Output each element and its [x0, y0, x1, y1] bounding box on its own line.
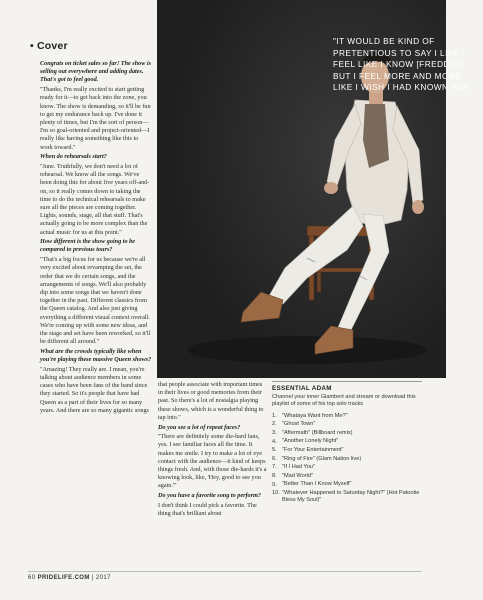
pull-quote: "IT WOULD BE KIND OF PRETENTIOUS TO SAY I LIKE I FEEL LIKE I KNOW [FREDDIE]. BUT I FEEL MORE AND MORE LIKE I WISH I HAD KNOWN HIM." — [333, 36, 474, 93]
sidebar-divider — [272, 381, 422, 382]
track-number: 5. — [272, 447, 277, 454]
playlist-item — [272, 420, 422, 429]
playlist-item — [272, 489, 422, 504]
interview-question: Do you see a lot of repeat faces? — [158, 423, 241, 431]
interview-question: Do you have a favorite song to perform? — [158, 492, 261, 500]
issue-year: 2017 — [95, 575, 111, 581]
cover-photo — [157, 0, 474, 378]
track-title: "Better Than I Know Myself" — [282, 481, 352, 488]
playlist-item — [272, 472, 422, 481]
track-title: "Aftermath" (Billboard remix) — [282, 429, 353, 436]
track-number: 2. — [272, 421, 277, 428]
playlist-item — [272, 481, 422, 490]
interview-answer: I don't think I could pick a favorite. The thing that's brilliant about — [158, 501, 257, 518]
interview-answer: "That's a big focus for us because we're all very excited about revamping the set, the order that we do certain songs, and the arrangements of songs. We'll also probably dip into some songs that we haven't done together in the past. Different classics from the Queen catalog. And also just giving everything a different visual context overall. We're coming up with some new ideas, and the stage and set have been reworked, so it'll be different all around." — [40, 256, 151, 346]
playlist-item — [272, 455, 422, 464]
track-number: 8. — [272, 472, 277, 479]
interview-answer: "Amazing! They really are. I mean, you're talking about audience members in some cases who have been fans of the band since they started. So it's people that have had Queen as a part of their lives for so many years. And there are so many gigantic songs — [40, 365, 149, 414]
interview-question: What are the crowds typically like when you're playing these massive Queen shows? — [40, 347, 152, 364]
footer-separator: | — [91, 575, 94, 581]
interview-question: How different is the show going to be compared to previous tours? — [40, 238, 135, 254]
track-number: 3. — [272, 430, 277, 436]
track-title: "If I Had You" — [282, 464, 315, 471]
track-number: 9. — [272, 481, 277, 488]
track-title: "Whataya Want from Me?" — [282, 412, 348, 419]
playlist-item — [272, 446, 422, 455]
playlist — [272, 412, 422, 505]
track-title: "For Your Entertainment" — [282, 447, 344, 454]
page-footer — [28, 575, 111, 581]
track-number: 4. — [272, 438, 277, 445]
track-title: "Ring of Fire" (Glam Nation live) — [282, 455, 362, 462]
interview-question: Congrats on ticket sales so far! The show is selling out everywhere and adding dates. That's got to feel good. — [40, 60, 152, 84]
interview-answer: "June. Truthfully, we don't need a lot of rehearsal. We know all the songs. We've been doing this for about five years off-and-on, so it really comes down to taking the time to do the technical rehearsals to make sure all the pieces are coming together. Lights, sounds, stage, all that stuff. That's actually going to be more complex than the actual music for us at this point." — [40, 162, 150, 236]
essential-adam-sidebar — [272, 381, 422, 505]
interview-answer: "Thanks, I'm really excited to start getting ready for it—to get back into the zone, you know. The show is demanding, so it'll be fun to get my endurance back up. I've done it plenty of times, but I'm the sort of person—I'm so goal-oriented and project-oriented—I really like having something like this to work toward." — [40, 86, 151, 151]
track-number: 10. — [272, 490, 280, 497]
interview-answer: "There are definitely some die-hard fans, yes. I see familiar faces all the time. It makes me smile. I try to make a lot of eye contact with the audience—it kind of keeps things fresh. And, with those die-hards it's a knowing look, like, 'Hey, good to see you again.'" — [158, 433, 267, 490]
article-column-1 — [40, 60, 152, 417]
section-label: • Cover — [30, 40, 68, 52]
playlist-item — [272, 463, 422, 472]
playlist-item — [272, 429, 422, 438]
footer-divider — [28, 571, 422, 572]
track-number: 7. — [272, 464, 277, 471]
page-number: 60 — [28, 575, 36, 581]
interview-answer: that people associate with important times in their lives or good memories from their past. So there's a lot of nostalgia playing these shows, which is a wonderful thing to tap into." — [158, 381, 264, 421]
playlist-item — [272, 438, 422, 447]
track-number: 1. — [272, 412, 277, 419]
track-number: 6. — [272, 455, 277, 462]
track-title: "Mad World" — [282, 472, 313, 479]
interview-question: When do rehearsals start? — [40, 153, 107, 161]
sidebar-title: ESSENTIAL ADAM — [272, 385, 332, 392]
playlist-item — [272, 412, 422, 421]
sidebar-intro: Channel your inner Glambert and stream or download this playlist of some of his top solo tracks — [272, 394, 416, 408]
publication-name: PRIDELIFE.COM — [37, 575, 90, 581]
track-title: "Another Lonely Night" — [282, 438, 339, 445]
track-title: "Whatever Happened to Saturday Night?" (Hot Patootie Bless My Soul)" — [282, 490, 420, 503]
track-title: "Ghost Town" — [282, 421, 316, 428]
article-column-2 — [158, 381, 268, 520]
